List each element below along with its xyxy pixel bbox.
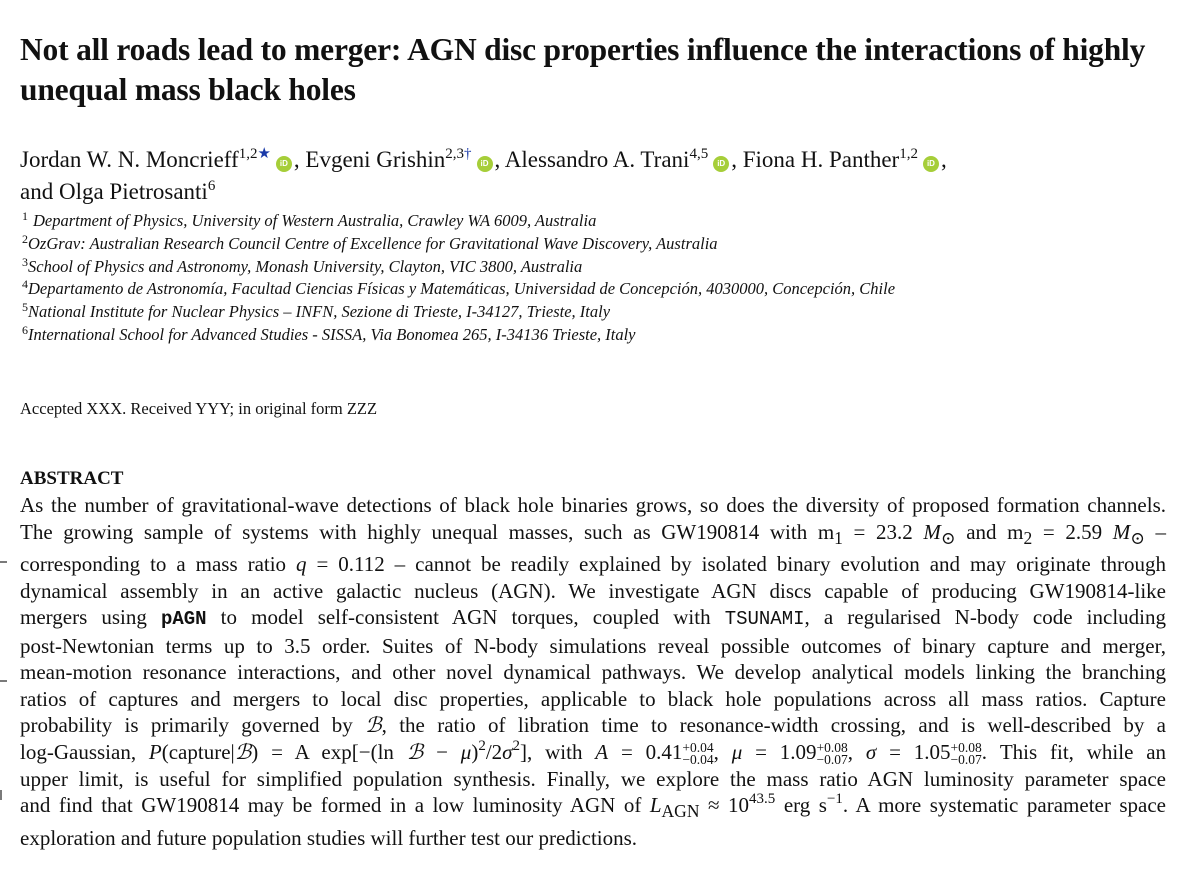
abstract-line: corresponding to a mass ratio q = 0.112 – cannot be readily explained by isolated binary evolution and may originate through — [20, 552, 1166, 577]
author-name: Alessandro A. Trani — [504, 147, 690, 172]
abstract-line: The growing sample of systems with highly unequal masses, such as GW190814 with $m_1 = 23.2$ $M_⊙$ and $m_2 = 2.59$ $M_⊙$ – — [20, 519, 1167, 548]
author-separator: , — [494, 147, 501, 172]
author-name: Evgeni Grishin — [305, 147, 446, 172]
abstract-body — [20, 492, 1166, 851]
margin-tick — [0, 680, 7, 682]
author-name: Olga Pietrosanti — [58, 179, 208, 204]
abstract-line: probability is primarily governed by ℬ, the ratio of libration time to resonance-width crossing, and is well-described by a — [20, 713, 1166, 738]
author — [59, 179, 215, 204]
affiliation-list — [22, 210, 1182, 347]
orcid-icon[interactable]: iD — [276, 156, 292, 172]
margin-tick — [0, 561, 7, 563]
abstract-line: log-Gaussian, P(capture|ℬ) = A exp[−(ln ℬ − $\mu)^2/2\sigma^2$], with A = 0.41 +0.04 −0.04 , μ = 1.09 +0.08 −0.07 , σ = 1.05 +0.08 −0.07 . This fit, while an — [20, 737, 1167, 767]
orcid-icon[interactable]: iD — [713, 156, 729, 172]
author-affiliation-numbers: 1,2 — [238, 146, 258, 162]
abstract-section — [20, 466, 1166, 851]
author-list — [20, 144, 1190, 208]
affiliation-text: School of Physics and Astronomy, Monash University, Clayton, VIC 3800, Australia — [28, 256, 583, 276]
affiliation-text: Departamento de Astronomía, Facultad Ciencias Físicas y Matemáticas, Universidad de Concepción, 4030000, Concepción, Chile — [28, 279, 896, 299]
authors-conjunction: and — [20, 179, 59, 204]
abstract-line: mean-motion resonance interactions, and other novel dynamical pathways. We develop analytical models linking the branching — [20, 660, 1166, 685]
affiliation — [22, 301, 1182, 324]
affiliation-number: 1 — [22, 209, 28, 223]
affiliation-number: 2 — [22, 231, 28, 246]
affiliation — [22, 210, 1182, 233]
dagger-footnote-icon[interactable]: † — [464, 146, 472, 162]
affiliation-number: 5 — [22, 300, 28, 315]
author — [743, 147, 947, 172]
abstract-line: dynamical assembly in an active galactic nucleus (AGN). We investigate AGN discs capable of producing GW190814-like — [20, 578, 1166, 603]
author-affiliation-numbers: 2,3 — [445, 146, 465, 162]
author-separator: , — [731, 147, 737, 172]
abstract-line: upper limit, is useful for simplified population synthesis. Finally, we explore the mass ratio AGN luminosity parameter space — [20, 766, 1166, 791]
abstract-line: ratios of captures and mergers to local disc properties, applicable to black hole populations across all mass ratios. Capture — [20, 686, 1166, 711]
affiliation — [22, 256, 1182, 279]
abstract-line: and find that GW190814 may be formed in a low luminosity AGN of $L_{AGN} \approx 10^{43.5}$ erg $s^{-1}$. A more systematic parameter space — [20, 791, 1166, 822]
abstract-line: post-Newtonian terms up to 3.5 order. Suites of N-body simulations reveal possible outcomes of binary capture and merger, — [20, 633, 1166, 658]
orcid-icon[interactable]: iD — [477, 156, 493, 172]
accepted-line: Accepted XXX. Received YYY; in original form ZZZ — [20, 399, 378, 418]
author-name: Jordan W. N. Moncrieff — [20, 147, 239, 172]
affiliation-text: International School for Advanced Studies - SISSA, Via Bonomea 265, I-34136 Trieste, Italy — [28, 324, 636, 344]
affiliation-text: Department of Physics, University of Western Australia, Crawley WA 6009, Australia — [33, 211, 597, 230]
paper-title: Not all roads lead to merger: AGN disc properties influence the interactions of highly unequal mass black holes — [20, 32, 1146, 107]
author-name: Fiona H. Panther — [742, 147, 900, 172]
margin-tick — [0, 790, 2, 800]
affiliation — [22, 233, 1182, 256]
abstract-line: As the number of gravitational-wave detections of black hole binaries grows, so does the diversity of proposed formation channels. — [20, 493, 1166, 517]
author-affiliation-numbers: 4,5 — [689, 146, 709, 162]
affiliation-text: OzGrav: Australian Research Council Centre of Excellence for Gravitational Wave Discovery, Australia — [28, 233, 718, 253]
author-separator: , — [293, 147, 300, 172]
affiliation-number: 4 — [22, 277, 28, 292]
affiliation-number: 6 — [22, 322, 28, 337]
author-affiliation-numbers: 6 — [207, 178, 216, 194]
affiliation-number: 3 — [22, 254, 28, 269]
abstract-heading: ABSTRACT — [20, 468, 124, 489]
star-footnote-icon[interactable]: ★ — [257, 146, 271, 162]
author-affiliation-numbers: 1,2 — [899, 146, 918, 162]
author — [305, 147, 500, 172]
affiliation — [22, 278, 1182, 301]
author — [20, 147, 300, 172]
affiliation-text: National Institute for Nuclear Physics – INFN, Sezione di Trieste, I-34127, Trieste, Italy — [28, 302, 611, 322]
abstract-line: exploration and future population studies will further test our predictions. — [20, 825, 638, 850]
affiliation — [22, 324, 1182, 347]
author — [505, 147, 737, 172]
orcid-icon[interactable]: iD — [923, 156, 939, 172]
author-separator: , — [940, 147, 947, 172]
abstract-line: mergers using pAGN to model self-consistent AGN torques, coupled with TSUNAMI, a regularised N-body code including — [20, 605, 1166, 631]
